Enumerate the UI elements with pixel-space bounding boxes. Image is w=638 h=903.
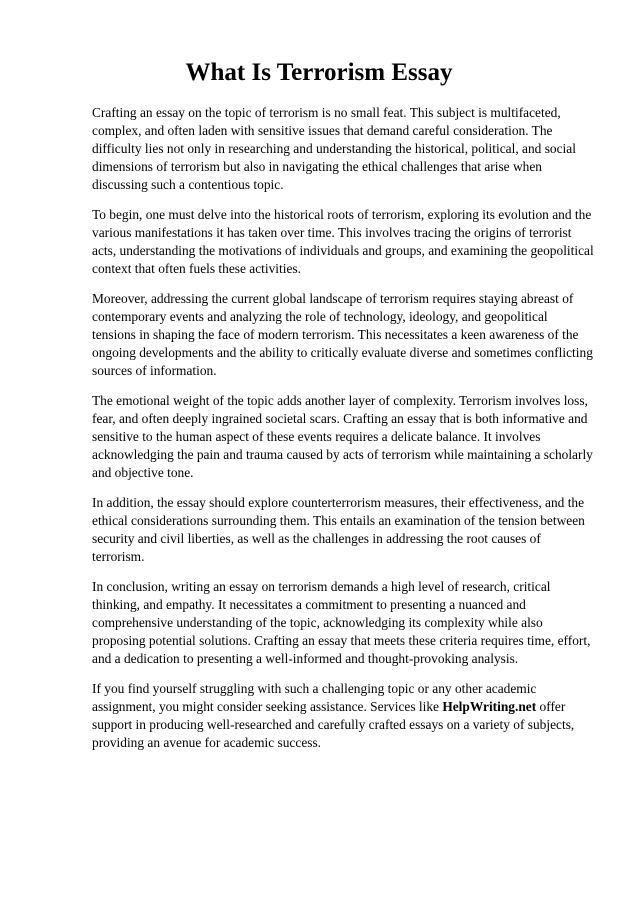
- paragraph-6: In conclusion, writing an essay on terrorism demands a high level of research, critical thinking, and empathy. It necessitates a commitment to presenting a nuanced and comprehensive understanding of the topic, acknowledging its complexity while also proposing potential solutions. Crafting an essay that meets these criteria requires time, effort, and a dedication to presenting a well-informed and thought-provoking analysis.: [92, 579, 591, 666]
- closing-text-before: If you find yourself struggling with such a challenging topic or any other academic assignment, you might consider seeking assistance. Services like: [92, 681, 537, 714]
- paragraph-2: To begin, one must delve into the historical roots of terrorism, exploring its evolution and the various manifestations it has taken over time. This involves tracing the origins of terrorist acts, understanding the motivations of individuals and groups, and examining the geopolitical context that often fuels these activities.: [92, 207, 594, 276]
- brand-name: HelpWriting.net: [442, 699, 537, 714]
- document-body: [92, 104, 594, 764]
- paragraph-1: Crafting an essay on the topic of terrorism is no small feat. This subject is multifaceted, complex, and often laden with sensitive issues that demand careful consideration. The difficulty lies not only in researching and understanding the historical, political, and social dimensions of terrorism but also in navigating the ethical challenges that arise when discussing such a contentious topic.: [92, 105, 576, 192]
- closing-text-after: offer support in producing well-researched and carefully crafted essays on a variety of subjects, providing an avenue for academic success.: [92, 699, 575, 750]
- document-title: What Is Terrorism Essay: [185, 59, 453, 86]
- paragraph-5: In addition, the essay should explore counterterrorism measures, their effectiveness, and the ethical considerations surrounding them. This entails an examination of the tension between security and civil liberties, as well as the challenges in addressing the root causes of terrorism.: [92, 495, 585, 564]
- paragraph-3: Moreover, addressing the current global landscape of terrorism requires staying abreast of contemporary events and analyzing the role of technology, ideology, and geopolitical tensions in shaping the face of modern terrorism. This necessitates a keen awareness of the ongoing developments and the ability to critically evaluate diverse and sometimes conflicting sources of information.: [92, 291, 593, 378]
- paragraph-7-closing: [92, 680, 594, 752]
- paragraph-4: The emotional weight of the topic adds another layer of complexity. Terrorism involves loss, fear, and often deeply ingrained societal scars. Crafting an essay that is both informative and sensitive to the human aspect of these events requires a delicate balance. It involves acknowledging the pain and trauma caused by acts of terrorism while maintaining a scholarly and objective tone.: [92, 393, 593, 480]
